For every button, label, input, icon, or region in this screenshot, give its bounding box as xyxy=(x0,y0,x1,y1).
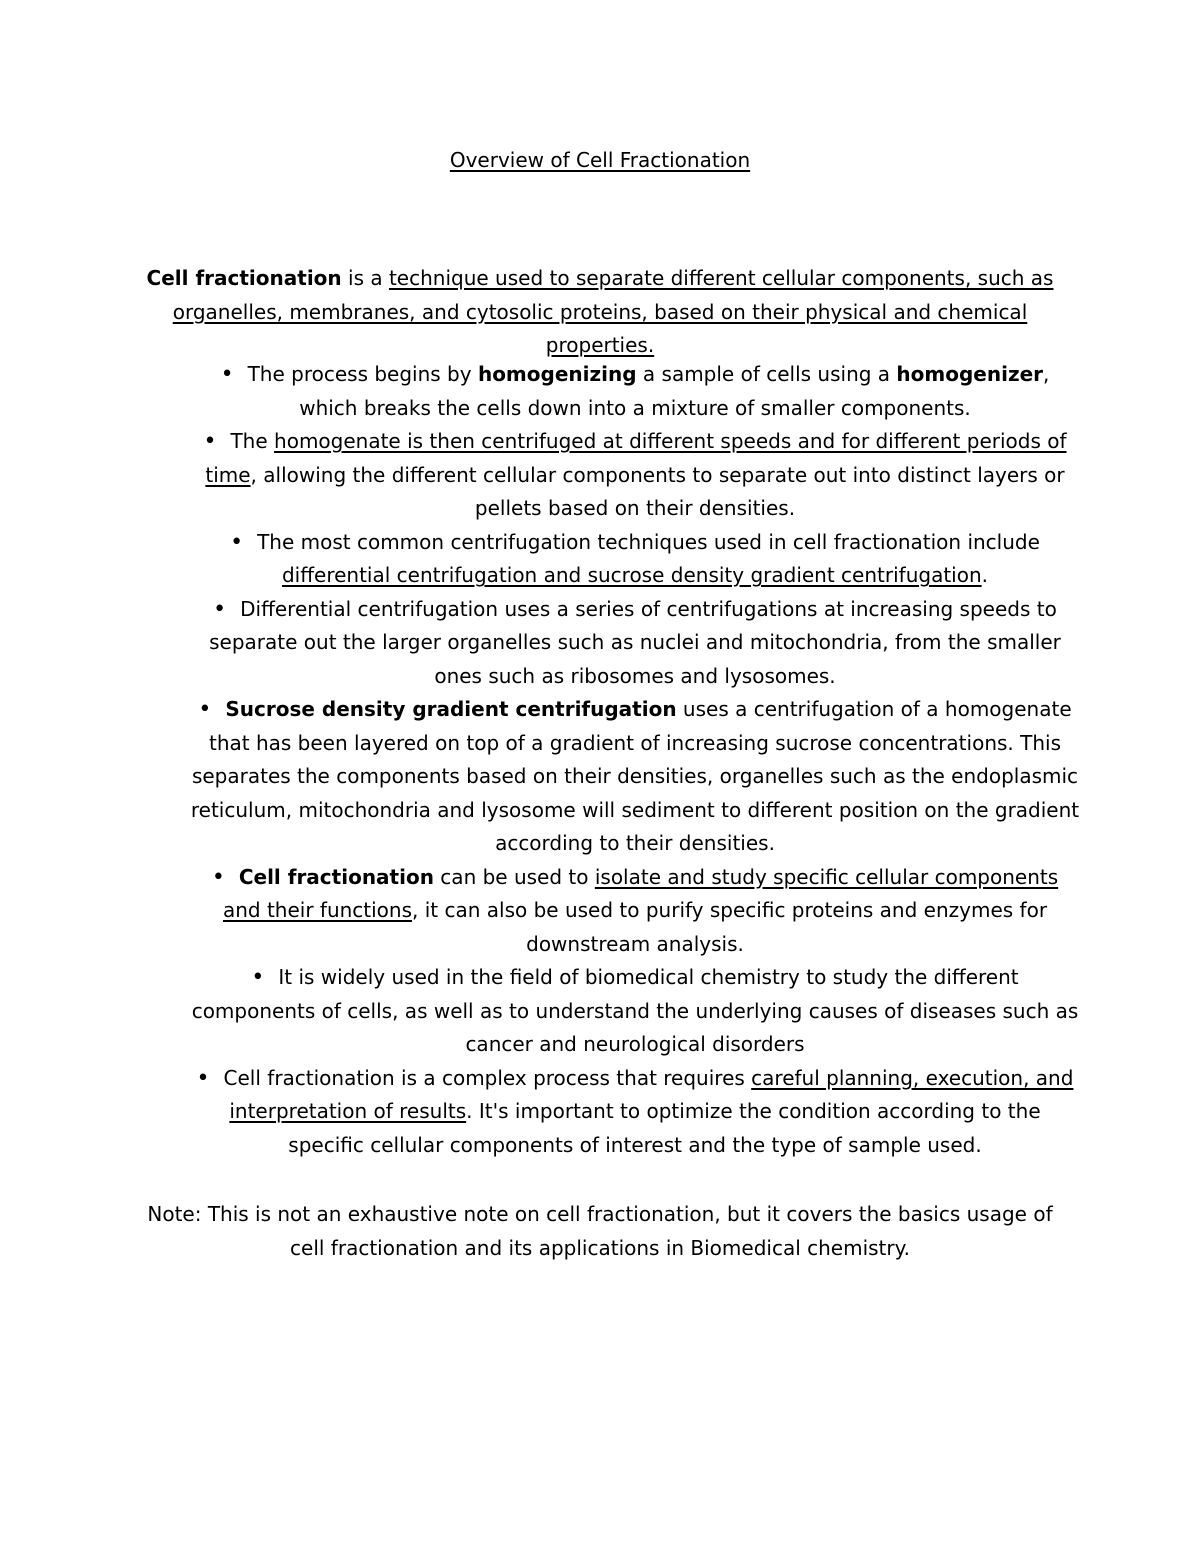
bullet-text: The process begins by xyxy=(247,362,478,386)
bullet-text: can be used to xyxy=(433,864,595,889)
bullet-icon: • xyxy=(251,965,265,990)
bullet-icon: • xyxy=(213,596,227,622)
bullet-bold-text: homogenizing xyxy=(477,362,637,386)
bullet-underlined-text: homogenate is then centrifuged at different speeds and for different periods of time xyxy=(205,429,1067,487)
bullet-bold-text: homogenizer xyxy=(896,362,1044,386)
bullet-text: , which breaks the cells down into a mixture of smaller components. xyxy=(299,362,1050,420)
bullet-text: Differential centrifugation uses a series of centrifugations at increasing speeds to separate out the larger organelles such as nuclei and mitochondria, from the smaller ones such as ribosomes and lysosomes. xyxy=(209,596,1061,688)
list-item xyxy=(190,526,1080,593)
bullet-list xyxy=(190,358,1080,1162)
closing-note: Note: This is not an exhaustive note on cell fractionation, but it covers the basics usage of cell fractionation and its applications in Biomedical chemistry. xyxy=(147,1202,1053,1260)
bullet-underlined-text: isolate and study specific cellular components and their functions xyxy=(222,864,1059,922)
list-item xyxy=(190,593,1080,694)
bullet-text: Cell fractionation is a complex process that requires xyxy=(223,1065,752,1090)
bullet-text: It is widely used in the field of biomedical chemistry to study the different components of cells, as well as to understand the underlying causes of diseases such as cancer and neurological disorders xyxy=(191,965,1079,1056)
bullet-icon: • xyxy=(230,529,244,555)
bullet-icon: • xyxy=(198,697,212,722)
bullet-icon: • xyxy=(203,429,217,454)
bullet-text: The xyxy=(230,429,275,453)
bullet-underlined-text: careful planning, execution, and interpretation of results xyxy=(229,1065,1074,1123)
intro-underlined-definition: technique used to separate different cellular components, such as organelles, membranes, and cytosolic proteins, based on their physical and chemical properties. xyxy=(172,266,1054,357)
bullet-bold-text: Cell fractionation xyxy=(238,864,434,889)
bullet-text: a sample of cells using a xyxy=(636,362,897,386)
bullet-text: , it can also be used to purify specific proteins and enzymes for downstream analysis. xyxy=(412,898,1048,956)
bullet-text: . It's important to optimize the condition according to the specific cellular components of interest and the type of sample used. xyxy=(288,1099,1041,1157)
list-item xyxy=(190,1062,1080,1163)
intro-text: is a xyxy=(341,266,389,290)
bullet-bold-text: Sucrose density gradient centrifugation xyxy=(225,697,677,721)
bullet-text: The most common centrifugation techniques used in cell fractionation include xyxy=(257,529,1040,554)
bullet-underlined-text: differential centrifugation and sucrose density gradient centrifugation xyxy=(281,563,982,587)
list-item xyxy=(190,693,1080,861)
list-item xyxy=(190,861,1080,962)
bullet-icon: • xyxy=(220,362,234,387)
intro-term: Cell fractionation xyxy=(146,266,342,290)
bullet-icon: • xyxy=(196,1065,210,1091)
intro-paragraph xyxy=(140,262,1060,363)
list-item xyxy=(190,425,1080,526)
list-item xyxy=(190,358,1080,425)
list-item xyxy=(190,961,1080,1062)
bullet-text: . xyxy=(981,563,988,587)
bullet-text: uses a centrifugation of a homogenate that has been layered on top of a gradient of increasing sucrose concentrations. This separates the components based on their densities, organelles such as the endoplasmic reticulum, mitochondria and lysosome will sediment to different position on the gradient according to their densities. xyxy=(190,697,1080,855)
bullet-icon: • xyxy=(211,864,225,890)
bullet-text: , allowing the different cellular components to separate out into distinct layers or pellets based on their densities. xyxy=(250,462,1065,520)
document-title: Overview of Cell Fractionation xyxy=(449,148,751,172)
